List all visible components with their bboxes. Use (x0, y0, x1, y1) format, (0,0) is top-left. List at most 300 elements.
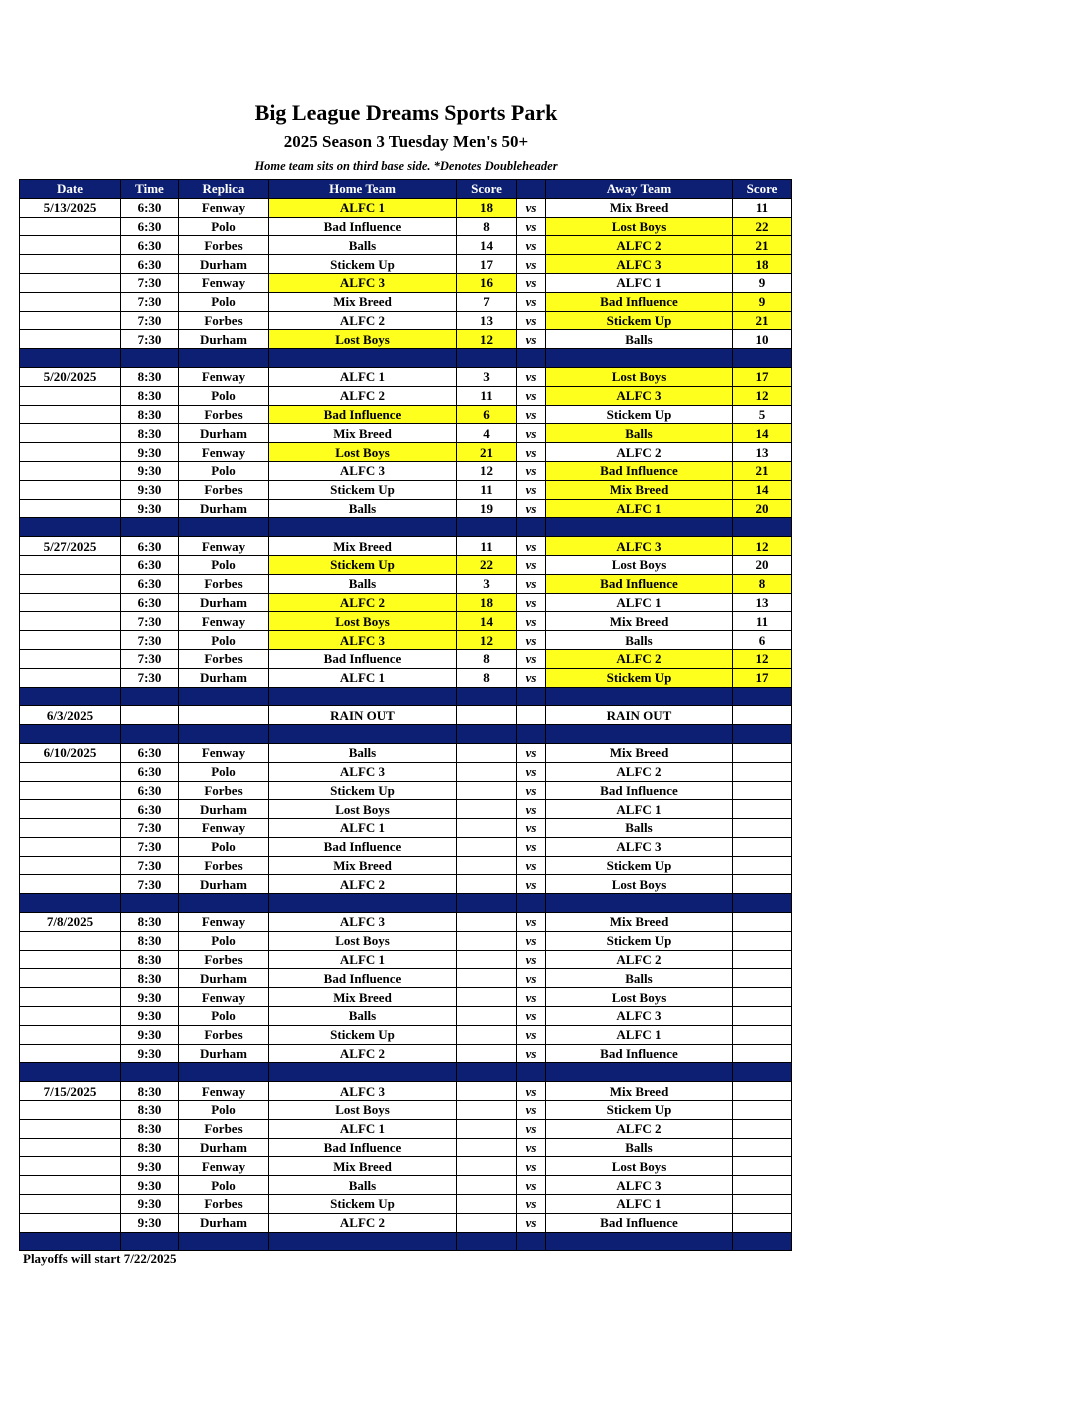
away-score-cell (733, 950, 792, 969)
away-team-cell: ALFC 1 (546, 499, 733, 518)
home-team-cell: Stickem Up (269, 1195, 457, 1214)
date-cell (20, 255, 121, 274)
date-cell (20, 1213, 121, 1232)
game-row (20, 537, 792, 556)
field-cell: Polo (179, 1101, 269, 1120)
home-team-cell: Mix Breed (269, 856, 457, 875)
away-score-cell: 10 (733, 330, 792, 349)
game-row (20, 913, 792, 932)
home-team-cell: ALFC 3 (269, 273, 457, 292)
vs-cell: vs (517, 198, 546, 217)
vs-cell: vs (517, 743, 546, 762)
home-team-cell: ALFC 3 (269, 913, 457, 932)
game-row (20, 593, 792, 612)
field-cell: Polo (179, 386, 269, 405)
game-row (20, 1213, 792, 1232)
away-team-cell: Bad Influence (546, 574, 733, 593)
vs-cell: vs (517, 875, 546, 894)
away-score-cell: 6 (733, 631, 792, 650)
home-score-cell (457, 913, 517, 932)
vs-cell: vs (517, 217, 546, 236)
away-score-cell (733, 988, 792, 1007)
col-time: Time (121, 180, 179, 199)
separator-cell (20, 518, 121, 537)
vs-cell: vs (517, 913, 546, 932)
date-cell (20, 649, 121, 668)
home-team-cell: ALFC 2 (269, 311, 457, 330)
vs-cell: vs (517, 668, 546, 687)
date-cell (20, 668, 121, 687)
separator-cell (20, 349, 121, 368)
home-team-cell: Balls (269, 236, 457, 255)
separator-cell (733, 687, 792, 706)
away-team-cell: Balls (546, 631, 733, 650)
away-team-cell: Bad Influence (546, 781, 733, 800)
date-cell (20, 574, 121, 593)
home-team-cell: Bad Influence (269, 837, 457, 856)
vs-cell: vs (517, 762, 546, 781)
vs-cell: vs (517, 292, 546, 311)
away-team-cell: ALFC 3 (546, 1007, 733, 1026)
separator-cell (517, 1063, 546, 1082)
week-separator (20, 349, 792, 368)
time-cell: 6:30 (121, 781, 179, 800)
separator-cell (121, 725, 179, 744)
away-team-cell: ALFC 1 (546, 800, 733, 819)
home-score-cell (457, 1044, 517, 1063)
separator-cell (179, 518, 269, 537)
time-cell: 8:30 (121, 913, 179, 932)
away-team-cell: Mix Breed (546, 913, 733, 932)
away-team-cell: Stickem Up (546, 856, 733, 875)
away-score-cell: 5 (733, 405, 792, 424)
home-score-cell: 8 (457, 217, 517, 236)
away-score-cell (733, 1195, 792, 1214)
away-score-cell: 18 (733, 255, 792, 274)
home-score-cell: 7 (457, 292, 517, 311)
home-team-cell: ALFC 1 (269, 198, 457, 217)
vs-cell: vs (517, 800, 546, 819)
separator-cell (517, 687, 546, 706)
week-separator (20, 1063, 792, 1082)
date-cell: 6/10/2025 (20, 743, 121, 762)
game-row (20, 311, 792, 330)
separator-cell (269, 1063, 457, 1082)
time-cell: 6:30 (121, 800, 179, 819)
date-cell (20, 1044, 121, 1063)
game-row (20, 574, 792, 593)
field-cell: Polo (179, 837, 269, 856)
date-cell (20, 781, 121, 800)
field-cell: Durham (179, 593, 269, 612)
game-row (20, 631, 792, 650)
home-score-cell (457, 988, 517, 1007)
field-cell: Fenway (179, 367, 269, 386)
field-cell: Fenway (179, 198, 269, 217)
away-team-cell: Bad Influence (546, 1213, 733, 1232)
vs-cell: vs (517, 1044, 546, 1063)
col-date: Date (20, 180, 121, 199)
field-cell: Forbes (179, 236, 269, 255)
home-team-cell: ALFC 1 (269, 950, 457, 969)
home-team-cell: Stickem Up (269, 555, 457, 574)
away-score-cell (733, 875, 792, 894)
vs-cell: vs (517, 555, 546, 574)
field-cell: Polo (179, 762, 269, 781)
separator-cell (269, 1232, 457, 1251)
home-team-cell: Balls (269, 743, 457, 762)
away-score-cell: 21 (733, 311, 792, 330)
away-team-cell: Stickem Up (546, 668, 733, 687)
field-cell: Polo (179, 461, 269, 480)
time-cell: 9:30 (121, 1195, 179, 1214)
away-score-cell: 20 (733, 499, 792, 518)
away-team-cell: ALFC 3 (546, 537, 733, 556)
rain-out-row (20, 706, 792, 725)
date-cell (20, 1157, 121, 1176)
date-cell (20, 555, 121, 574)
away-score-cell (733, 1176, 792, 1195)
separator-cell (179, 894, 269, 913)
vs-cell: vs (517, 499, 546, 518)
separator-cell (179, 725, 269, 744)
time-cell: 6:30 (121, 762, 179, 781)
separator-cell (121, 687, 179, 706)
title-block (0, 98, 812, 176)
away-team-cell: ALFC 2 (546, 762, 733, 781)
away-score-cell: 17 (733, 367, 792, 386)
separator-cell (546, 1063, 733, 1082)
away-score-cell (733, 837, 792, 856)
field-cell: Forbes (179, 649, 269, 668)
date-cell (20, 386, 121, 405)
away-team-cell: ALFC 2 (546, 1119, 733, 1138)
home-team-cell: Mix Breed (269, 424, 457, 443)
field-cell: Durham (179, 499, 269, 518)
week-separator (20, 725, 792, 744)
field-cell: Fenway (179, 988, 269, 1007)
col-vs (517, 180, 546, 199)
away-team-cell: Stickem Up (546, 1101, 733, 1120)
field-cell: Polo (179, 292, 269, 311)
time-cell: 9:30 (121, 1007, 179, 1026)
game-row (20, 499, 792, 518)
vs-cell: vs (517, 405, 546, 424)
home-team-cell: Bad Influence (269, 1138, 457, 1157)
away-score-cell: 11 (733, 198, 792, 217)
away-score-cell (733, 1157, 792, 1176)
game-row (20, 1044, 792, 1063)
field-cell: Durham (179, 668, 269, 687)
home-team-cell: Mix Breed (269, 988, 457, 1007)
time-cell: 7:30 (121, 856, 179, 875)
away-team-cell: ALFC 1 (546, 1025, 733, 1044)
home-score-cell: 17 (457, 255, 517, 274)
home-score-cell (457, 1082, 517, 1101)
time-cell: 7:30 (121, 612, 179, 631)
separator-cell (517, 725, 546, 744)
field-cell: Durham (179, 800, 269, 819)
home-team-cell: ALFC 2 (269, 386, 457, 405)
time-cell: 7:30 (121, 668, 179, 687)
time-cell: 9:30 (121, 480, 179, 499)
time-cell: 6:30 (121, 236, 179, 255)
date-cell (20, 330, 121, 349)
vs-cell: vs (517, 593, 546, 612)
game-row (20, 1082, 792, 1101)
date-cell (20, 311, 121, 330)
time-cell: 9:30 (121, 1044, 179, 1063)
week-separator (20, 894, 792, 913)
away-team-cell: ALFC 3 (546, 837, 733, 856)
away-score-cell: 21 (733, 461, 792, 480)
home-team-cell: ALFC 3 (269, 762, 457, 781)
date-cell (20, 273, 121, 292)
home-score-cell: 22 (457, 555, 517, 574)
vs-cell: vs (517, 1213, 546, 1232)
home-team-cell: Stickem Up (269, 255, 457, 274)
time-cell: 8:30 (121, 367, 179, 386)
separator-cell (121, 894, 179, 913)
date-cell (20, 405, 121, 424)
away-team-cell: RAIN OUT (546, 706, 733, 725)
game-row (20, 856, 792, 875)
separator-cell (121, 349, 179, 368)
time-cell: 7:30 (121, 273, 179, 292)
away-team-cell: Balls (546, 330, 733, 349)
vs-cell: vs (517, 856, 546, 875)
field-cell: Durham (179, 1213, 269, 1232)
col-replica: Replica (179, 180, 269, 199)
separator-cell (269, 349, 457, 368)
home-team-cell: Lost Boys (269, 443, 457, 462)
away-team-cell: Stickem Up (546, 931, 733, 950)
home-team-cell: Balls (269, 574, 457, 593)
home-score-cell (457, 781, 517, 800)
away-score-cell: 12 (733, 537, 792, 556)
separator-cell (457, 1063, 517, 1082)
week-separator (20, 687, 792, 706)
home-score-cell (457, 762, 517, 781)
vs-cell: vs (517, 461, 546, 480)
game-row (20, 1176, 792, 1195)
field-cell: Forbes (179, 1025, 269, 1044)
away-score-cell (733, 1025, 792, 1044)
date-cell: 5/20/2025 (20, 367, 121, 386)
game-row (20, 217, 792, 236)
field-cell: Fenway (179, 819, 269, 838)
date-cell (20, 631, 121, 650)
date-cell (20, 480, 121, 499)
separator-cell (733, 1232, 792, 1251)
separator-cell (269, 518, 457, 537)
time-cell: 6:30 (121, 198, 179, 217)
home-score-cell (457, 837, 517, 856)
vs-cell: vs (517, 1176, 546, 1195)
field-cell: Forbes (179, 311, 269, 330)
field-cell: Polo (179, 555, 269, 574)
field-cell: Fenway (179, 273, 269, 292)
home-team-cell: ALFC 3 (269, 1082, 457, 1101)
game-row (20, 367, 792, 386)
field-cell: Forbes (179, 781, 269, 800)
separator-cell (546, 687, 733, 706)
home-team-cell: Lost Boys (269, 800, 457, 819)
home-score-cell (457, 931, 517, 950)
separator-cell (121, 1232, 179, 1251)
time-cell: 7:30 (121, 330, 179, 349)
date-cell (20, 461, 121, 480)
date-cell (20, 1138, 121, 1157)
away-score-cell: 13 (733, 593, 792, 612)
home-team-cell: ALFC 3 (269, 631, 457, 650)
home-score-cell (457, 1213, 517, 1232)
home-team-cell: ALFC 1 (269, 668, 457, 687)
time-cell: 8:30 (121, 1138, 179, 1157)
home-team-cell: ALFC 3 (269, 461, 457, 480)
page-title: Big League Dreams Sports Park (254, 100, 558, 125)
home-score-cell: 11 (457, 386, 517, 405)
vs-cell: vs (517, 969, 546, 988)
page-subtitle: 2025 Season 3 Tuesday Men's 50+ (283, 132, 529, 151)
time-cell: 8:30 (121, 405, 179, 424)
col-home-score: Score (457, 180, 517, 199)
date-cell (20, 443, 121, 462)
away-score-cell (733, 913, 792, 932)
home-team-cell: Stickem Up (269, 1025, 457, 1044)
date-cell (20, 1176, 121, 1195)
vs-cell: vs (517, 443, 546, 462)
date-cell (20, 593, 121, 612)
field-cell: Polo (179, 217, 269, 236)
col-away-team: Away Team (546, 180, 733, 199)
away-team-cell: Balls (546, 424, 733, 443)
home-team-cell: Balls (269, 1007, 457, 1026)
away-score-cell: 13 (733, 443, 792, 462)
home-score-cell: 4 (457, 424, 517, 443)
away-team-cell: ALFC 3 (546, 255, 733, 274)
away-score-cell (733, 706, 792, 725)
col-away-score: Score (733, 180, 792, 199)
field-cell: Durham (179, 875, 269, 894)
game-row (20, 1101, 792, 1120)
time-cell: 8:30 (121, 1101, 179, 1120)
date-cell (20, 819, 121, 838)
time-cell: 6:30 (121, 255, 179, 274)
field-cell: Polo (179, 631, 269, 650)
game-row (20, 480, 792, 499)
date-cell (20, 1007, 121, 1026)
home-score-cell (457, 1025, 517, 1044)
home-team-cell: Bad Influence (269, 217, 457, 236)
date-cell (20, 875, 121, 894)
separator-cell (179, 349, 269, 368)
separator-cell (20, 1063, 121, 1082)
time-cell: 8:30 (121, 950, 179, 969)
game-row (20, 969, 792, 988)
game-row (20, 386, 792, 405)
separator-cell (457, 894, 517, 913)
home-team-cell: Lost Boys (269, 1101, 457, 1120)
schedule-body (20, 198, 792, 1251)
home-team-cell: Lost Boys (269, 931, 457, 950)
vs-cell: vs (517, 612, 546, 631)
separator-cell (733, 725, 792, 744)
away-score-cell (733, 1213, 792, 1232)
away-score-cell (733, 762, 792, 781)
game-row (20, 330, 792, 349)
away-score-cell: 14 (733, 480, 792, 499)
vs-cell: vs (517, 424, 546, 443)
game-row (20, 762, 792, 781)
home-score-cell: 3 (457, 574, 517, 593)
separator-cell (457, 687, 517, 706)
field-cell: Polo (179, 1176, 269, 1195)
away-team-cell: Bad Influence (546, 292, 733, 311)
field-cell: Forbes (179, 480, 269, 499)
game-row (20, 649, 792, 668)
away-team-cell: Mix Breed (546, 1082, 733, 1101)
separator-cell (517, 894, 546, 913)
separator-cell (20, 687, 121, 706)
vs-cell: vs (517, 1082, 546, 1101)
time-cell: 7:30 (121, 292, 179, 311)
vs-cell: vs (517, 931, 546, 950)
time-cell: 9:30 (121, 443, 179, 462)
date-cell: 5/13/2025 (20, 198, 121, 217)
separator-cell (517, 1232, 546, 1251)
date-cell (20, 292, 121, 311)
vs-cell: vs (517, 819, 546, 838)
away-team-cell: Lost Boys (546, 875, 733, 894)
game-row (20, 1007, 792, 1026)
time-cell: 7:30 (121, 311, 179, 330)
separator-cell (269, 894, 457, 913)
vs-cell: vs (517, 1119, 546, 1138)
vs-cell: vs (517, 1007, 546, 1026)
home-team-cell: RAIN OUT (269, 706, 457, 725)
game-row (20, 612, 792, 631)
away-team-cell: Balls (546, 819, 733, 838)
home-score-cell (457, 1119, 517, 1138)
home-score-cell: 19 (457, 499, 517, 518)
game-row (20, 1119, 792, 1138)
away-team-cell: ALFC 2 (546, 443, 733, 462)
away-team-cell: Mix Breed (546, 198, 733, 217)
date-cell (20, 499, 121, 518)
game-row (20, 875, 792, 894)
game-row (20, 461, 792, 480)
field-cell: Forbes (179, 574, 269, 593)
vs-cell (517, 706, 546, 725)
away-team-cell: Bad Influence (546, 1044, 733, 1063)
separator-cell (457, 349, 517, 368)
time-cell: 9:30 (121, 1157, 179, 1176)
time-cell: 9:30 (121, 1176, 179, 1195)
separator-cell (546, 518, 733, 537)
time-cell: 8:30 (121, 386, 179, 405)
home-score-cell (457, 800, 517, 819)
away-score-cell: 17 (733, 668, 792, 687)
date-cell (20, 1101, 121, 1120)
home-score-cell (457, 1157, 517, 1176)
home-score-cell: 13 (457, 311, 517, 330)
home-score-cell (457, 875, 517, 894)
game-row (20, 819, 792, 838)
date-cell (20, 950, 121, 969)
vs-cell: vs (517, 1157, 546, 1176)
time-cell: 6:30 (121, 537, 179, 556)
